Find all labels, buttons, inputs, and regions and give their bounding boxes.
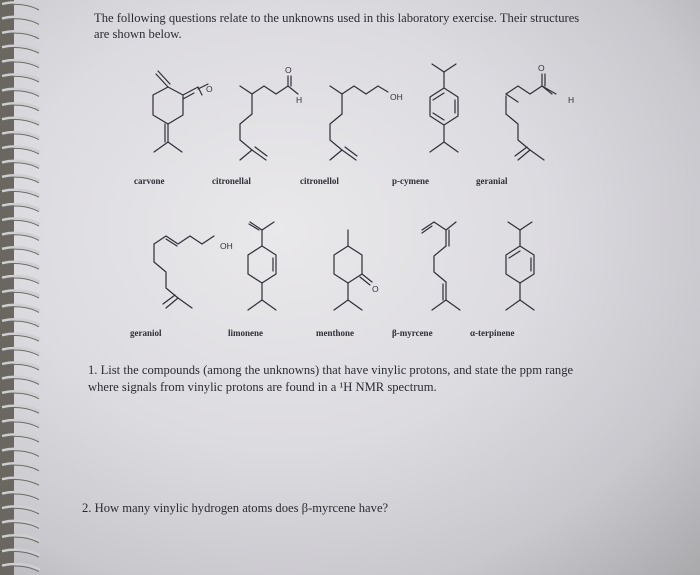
label-a-terpinene: α-terpinene <box>470 328 515 338</box>
geraniol-hydroxyl: OH <box>220 241 233 251</box>
label-carvone: carvone <box>134 176 165 186</box>
citronellal-structure <box>240 65 302 160</box>
intro-line-2: are shown below. <box>94 27 182 41</box>
question-1-line-2: where signals from vinylic protons are found in a ¹H NMR spectrum. <box>88 380 437 394</box>
structures-svg <box>30 0 700 360</box>
a-terpinene-structure <box>506 222 534 310</box>
carvone-oxygen: O <box>206 84 213 94</box>
menthone-structure <box>334 230 379 310</box>
b-myrcene-structure <box>422 222 460 310</box>
question-2: 2. How many vinylic hydrogen atoms does β-myrcene have? <box>82 501 389 515</box>
question-1-line-1: 1. List the compounds (among the unknowns) that have vinylic protons, and state the ppm range <box>88 363 574 377</box>
label-menthone: menthone <box>316 328 354 338</box>
menthone-oxygen: O <box>372 284 379 294</box>
geraniol-structure <box>154 236 233 308</box>
label-b-myrcene: β-myrcene <box>392 328 433 338</box>
geranial-oxygen: O <box>538 63 545 73</box>
label-geraniol: geraniol <box>130 328 162 338</box>
label-p-cymene: p-cymene <box>392 176 429 186</box>
label-citronellal: citronellal <box>212 176 251 186</box>
label-limonene: limonene <box>228 328 263 338</box>
geranial-structure <box>506 63 574 160</box>
citronellal-hydrogen: H <box>296 95 303 105</box>
label-citronellol: citronellol <box>300 176 339 186</box>
limonene-structure <box>248 222 276 310</box>
geranial-hydrogen: H <box>568 95 575 105</box>
carvone-structure <box>153 71 213 152</box>
intro-line-1: The following questions relate to the unknowns used in this laboratory exercise. Their structures <box>94 11 580 25</box>
structures-area <box>30 0 700 360</box>
question-1 <box>88 362 648 396</box>
citronellol-hydroxyl: OH <box>390 92 403 102</box>
citronellol-structure <box>330 86 403 160</box>
worksheet-page <box>30 0 700 575</box>
p-cymene-structure <box>430 64 458 152</box>
label-geranial: geranial <box>476 176 508 186</box>
citronellal-oxygen: O <box>285 65 292 75</box>
